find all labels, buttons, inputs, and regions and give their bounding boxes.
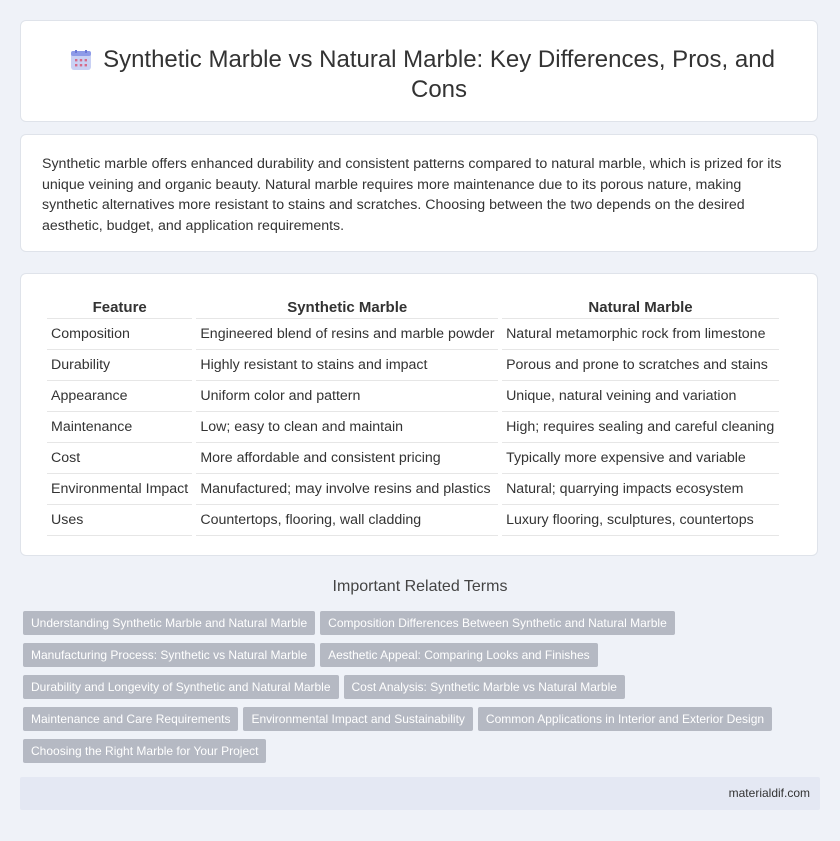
table-cell: High; requires sealing and careful cleaning [502,412,779,443]
table-cell: Uses [47,505,192,536]
table-row [47,412,779,443]
related-term-tag[interactable]: Understanding Synthetic Marble and Natural Marble [23,611,315,635]
table-cell: Highly resistant to stains and impact [196,350,498,381]
related-term-tag[interactable]: Maintenance and Care Requirements [23,707,238,731]
table-cell: Composition [47,319,192,350]
related-terms-list [23,611,803,771]
table-cell: Low; easy to clean and maintain [196,412,498,443]
table-row [47,350,779,381]
table-cell: Typically more expensive and variable [502,443,779,474]
table-cell: Maintenance [47,412,192,443]
related-terms-heading: Important Related Terms [332,578,508,595]
table-cell: Luxury flooring, sculptures, countertops [502,505,779,536]
related-term-tag[interactable]: Choosing the Right Marble for Your Project [23,739,266,763]
header-card [20,20,818,122]
comparison-table [43,295,783,536]
table-cell: Natural; quarrying impacts ecosystem [502,474,779,505]
table-cell: Engineered blend of resins and marble powder [196,319,498,350]
table-row [47,443,779,474]
comparison-table-card [20,273,818,556]
table-cell: More affordable and consistent pricing [196,443,498,474]
table-cell: Cost [47,443,192,474]
related-term-tag[interactable]: Durability and Longevity of Synthetic and Natural Marble [23,675,339,699]
intro-paragraph: Synthetic marble offers enhanced durability and consistent patterns compared to natural marble, which is prized for its unique veining and organic beauty. Natural marble requires more maintenance due to its porous nature, making synthetic alternatives more resistant to stains and scratches. Choosing between the two depends on the desired aesthetic, budget, and application requirements. [42,156,782,234]
column-header-synthetic: Synthetic Marble [196,295,498,319]
footer [20,777,820,810]
column-header-feature: Feature [47,295,192,319]
table-row [47,319,779,350]
table-row [47,381,779,412]
table-cell: Environmental Impact [47,474,192,505]
table-cell: Natural metamorphic rock from limestone [502,319,779,350]
table-cell: Uniform color and pattern [196,381,498,412]
related-term-tag[interactable]: Cost Analysis: Synthetic Marble vs Natural Marble [344,675,625,699]
table-row [47,474,779,505]
table-cell: Appearance [47,381,192,412]
table-row [47,505,779,536]
related-term-tag[interactable]: Composition Differences Between Synthetic and Natural Marble [320,611,675,635]
table-cell: Durability [47,350,192,381]
related-term-tag[interactable]: Aesthetic Appeal: Comparing Looks and Finishes [320,643,598,667]
related-term-tag[interactable]: Manufacturing Process: Synthetic vs Natural Marble [23,643,315,667]
page-title: Synthetic Marble vs Natural Marble: Key Differences, Pros, and Cons [103,46,775,103]
related-term-tag[interactable]: Environmental Impact and Sustainability [243,707,472,731]
table-header-row [47,295,779,319]
table-cell: Countertops, flooring, wall cladding [196,505,498,536]
table-cell: Unique, natural veining and variation [502,381,779,412]
column-header-natural: Natural Marble [502,295,779,319]
table-cell: Manufactured; may involve resins and plastics [196,474,498,505]
intro-card [20,134,818,252]
footer-site-link[interactable]: materialdif.com [728,786,810,800]
table-cell: Porous and prone to scratches and stains [502,350,779,381]
related-term-tag[interactable]: Common Applications in Interior and Exterior Design [478,707,772,731]
